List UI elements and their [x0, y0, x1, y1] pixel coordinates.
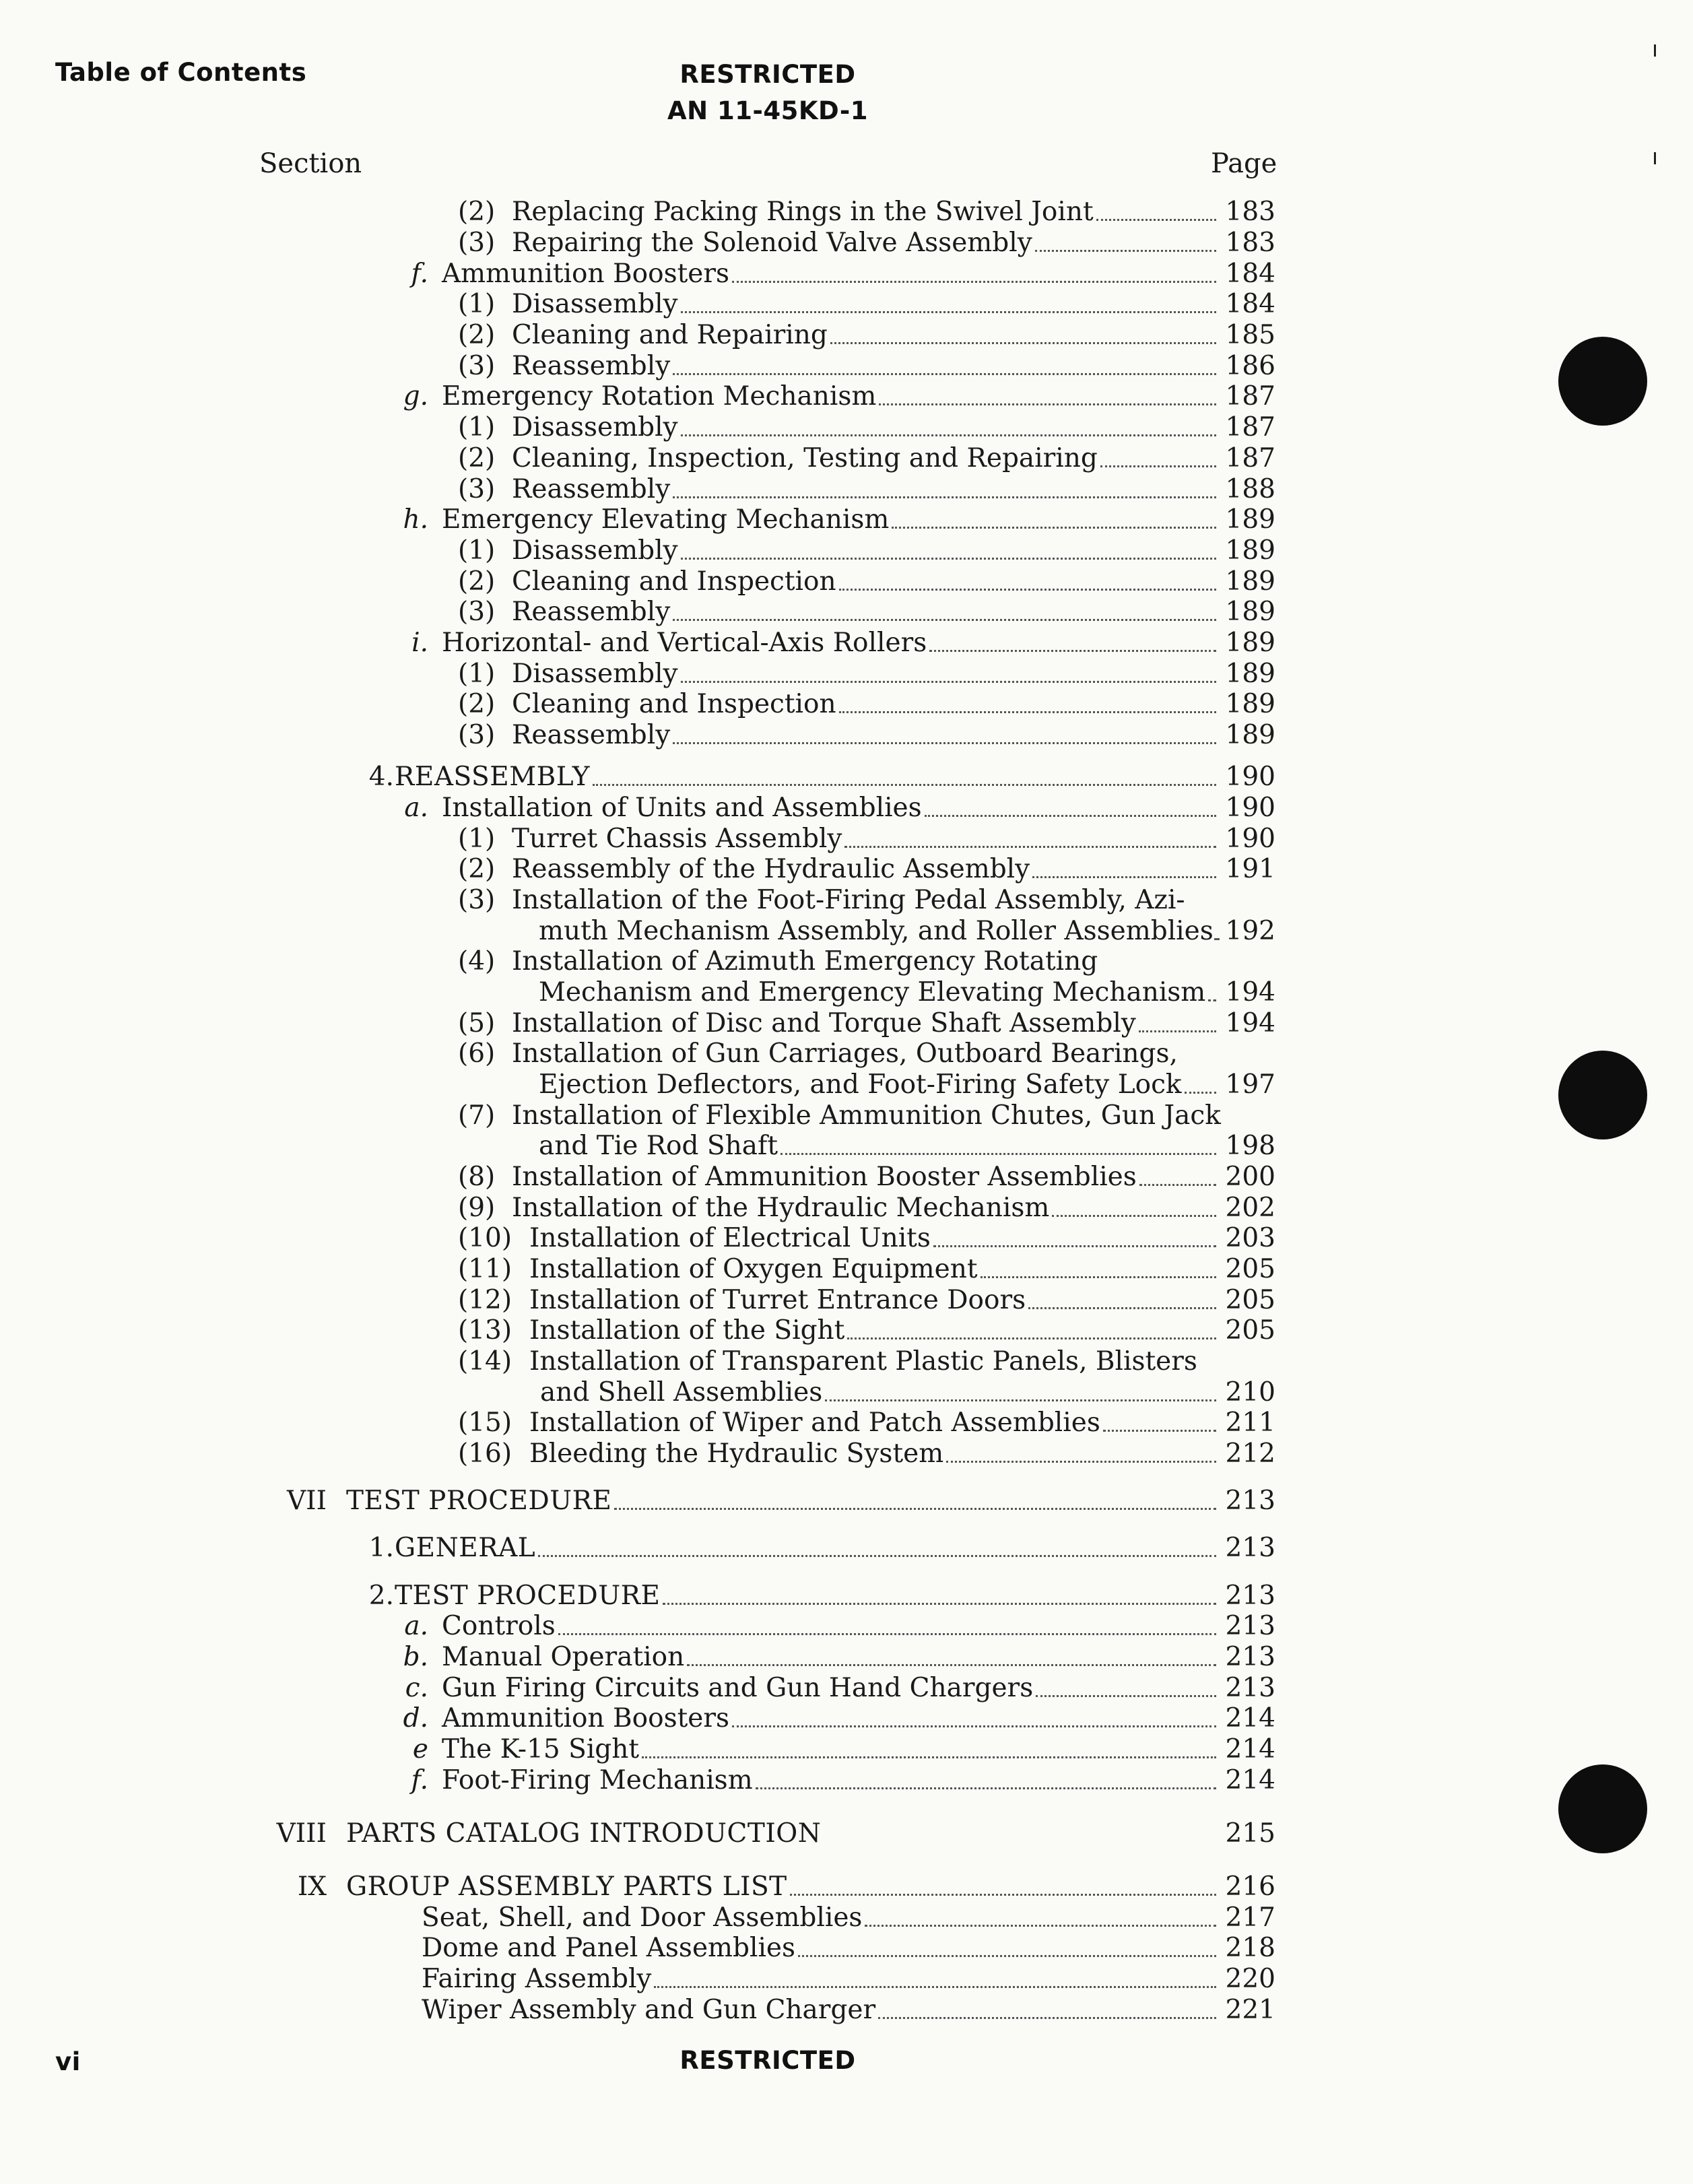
- toc-entry-page: 213: [1225, 1581, 1275, 1611]
- dot-leader: [946, 1461, 1216, 1463]
- toc-entry-page: 189: [1225, 720, 1275, 750]
- toc-entry-title: Installation of Gun Carriages, Outboard Bearings,: [512, 1038, 1178, 1069]
- toc-entry-number: (5): [458, 1008, 496, 1038]
- dot-leader: [673, 496, 1216, 498]
- toc-entry-number: VIII: [276, 1818, 327, 1849]
- toc-entry-page: 189: [1225, 659, 1275, 689]
- toc-entry-page: 213: [1225, 1533, 1275, 1563]
- toc-entry-title: Installation of Disc and Torque Shaft Assembly: [512, 1008, 1136, 1038]
- toc-entry: [0, 474, 1693, 505]
- toc-entry-page: 190: [1225, 762, 1275, 792]
- dot-leader: [879, 403, 1216, 405]
- toc-entry-title: Controls: [442, 1611, 556, 1641]
- toc-entry: [0, 946, 1693, 977]
- toc-entry: [0, 659, 1693, 690]
- toc-entry-number: (1): [458, 535, 496, 566]
- toc-entry-title: Replacing Packing Rings in the Swivel Joint: [512, 197, 1094, 227]
- dot-leader: [681, 558, 1216, 560]
- toc-entry-page: 189: [1225, 689, 1275, 719]
- toc-entry: [0, 1995, 1693, 2026]
- toc-entry: [0, 504, 1693, 535]
- toc-entry-page: 205: [1225, 1315, 1275, 1346]
- toc-entry-title: Wiper Assembly and Gun Charger: [422, 1995, 876, 2025]
- toc-entry: [0, 1581, 1693, 1612]
- toc-entry: [0, 1315, 1693, 1346]
- toc-entry-title: GENERAL: [395, 1533, 536, 1563]
- dot-leader: [781, 1153, 1216, 1155]
- toc-entry-page: 191: [1225, 854, 1275, 884]
- toc-entry: [0, 597, 1693, 628]
- toc-entry-page: 194: [1225, 1008, 1275, 1038]
- toc-entry-title: Dome and Panel Assemblies: [422, 1933, 796, 1963]
- toc-entry-title: Installation of Flexible Ammunition Chutes, Gun Jack: [512, 1100, 1221, 1131]
- toc-entry-page: 189: [1225, 566, 1275, 597]
- toc-entry: [0, 1486, 1693, 1517]
- toc-entry-page: 189: [1225, 504, 1275, 535]
- toc-entry-page: 198: [1225, 1131, 1275, 1161]
- toc-entry-title: Turret Chassis Assembly: [512, 824, 842, 854]
- toc-entry-title: TEST PROCEDURE: [346, 1486, 612, 1516]
- toc-entry-number: (3): [458, 885, 496, 915]
- toc-entry-page: 213: [1225, 1611, 1275, 1641]
- dot-leader: [614, 1508, 1216, 1510]
- dot-leader: [558, 1633, 1216, 1635]
- toc-entry-number: e: [412, 1734, 428, 1764]
- toc-entry-page: 183: [1225, 228, 1275, 258]
- toc-entry: [0, 535, 1693, 566]
- toc-entry-title: Fairing Assembly: [422, 1964, 652, 1994]
- toc-entry-title: Emergency Elevating Mechanism: [442, 504, 890, 535]
- toc-entry-title: Installation of the Hydraulic Mechanism: [512, 1193, 1050, 1223]
- toc-entry-number: (10): [458, 1223, 512, 1253]
- toc-entry-page: 185: [1225, 320, 1275, 350]
- toc-entry: [0, 197, 1693, 228]
- toc-entry: [0, 1162, 1693, 1193]
- toc-entry-title: Installation of the Sight: [529, 1315, 845, 1346]
- toc-entry-number: i.: [411, 628, 428, 658]
- toc-entry: [0, 854, 1693, 885]
- toc-entry-number: f.: [411, 1765, 428, 1795]
- toc-entry: [0, 1008, 1693, 1039]
- dot-leader: [654, 1986, 1216, 1988]
- toc-entry-number: (12): [458, 1285, 512, 1315]
- toc-entry-number: (2): [458, 689, 496, 719]
- toc-entry-title: Cleaning and Inspection: [512, 566, 836, 597]
- dot-leader: [732, 281, 1216, 283]
- toc-entry: [0, 1254, 1693, 1285]
- dot-leader: [642, 1756, 1216, 1758]
- toc-entry-title: Reassembly: [512, 597, 671, 627]
- toc-entry: [0, 1377, 1693, 1408]
- toc-entry-page: 214: [1225, 1734, 1275, 1764]
- toc-entry-page: 187: [1225, 412, 1275, 442]
- toc-entry-title: Ammunition Boosters: [442, 1703, 730, 1733]
- dot-leader: [933, 1245, 1216, 1247]
- toc-entry-number: (9): [458, 1193, 496, 1223]
- dot-leader: [1036, 1695, 1216, 1697]
- toc-entry-title: Repairing the Solenoid Valve Assembly: [512, 228, 1032, 258]
- dot-leader: [929, 650, 1216, 652]
- toc-entry: [0, 381, 1693, 412]
- toc-entry-title: Horizontal- and Vertical-Axis Rollers: [442, 628, 927, 658]
- toc-entry-number: (6): [458, 1038, 496, 1069]
- dot-leader: [1035, 250, 1216, 252]
- toc-entry-number: (2): [458, 854, 496, 884]
- toc-entry-number: f.: [411, 259, 428, 289]
- toc-entry: [0, 443, 1693, 474]
- dot-leader: [756, 1787, 1216, 1789]
- toc-entry-number: (15): [458, 1408, 512, 1438]
- toc-entry-title: Disassembly: [512, 659, 678, 689]
- toc-entry-page: 202: [1225, 1193, 1275, 1223]
- dot-leader: [687, 1664, 1216, 1666]
- toc-entry-number: VII: [287, 1486, 327, 1516]
- toc-entry-number: (3): [458, 351, 496, 381]
- dot-leader: [1103, 1430, 1216, 1432]
- dot-leader: [1139, 1184, 1216, 1186]
- toc-entry: [0, 1642, 1693, 1673]
- toc-entry-number: (2): [458, 443, 496, 473]
- toc-entry-title: Installation of Wiper and Patch Assemblies: [529, 1408, 1100, 1438]
- toc-entry-title: Installation of Ammunition Booster Assemblies: [512, 1162, 1137, 1192]
- dot-leader: [878, 2017, 1216, 2019]
- toc-entry-number: 4.: [368, 762, 394, 792]
- toc-entry: [0, 1872, 1693, 1902]
- toc-entry-title: Bleeding the Hydraulic System: [529, 1438, 944, 1469]
- toc-entry-title: TEST PROCEDURE: [395, 1581, 661, 1611]
- toc-entry-title: muth Mechanism Assembly, and Roller Assemblies: [539, 916, 1214, 946]
- dot-leader: [593, 784, 1216, 786]
- toc-entry: [0, 1734, 1693, 1765]
- toc-entry-title: The K-15 Sight: [442, 1734, 640, 1764]
- toc-entry-number: (3): [458, 597, 496, 627]
- toc-entry-title: Reassembly: [512, 351, 671, 381]
- dot-leader: [790, 1894, 1216, 1896]
- toc-entry-number: (16): [458, 1438, 512, 1469]
- toc-entry: [0, 1346, 1693, 1377]
- toc-entry: [0, 1069, 1693, 1100]
- toc-entry-number: a.: [404, 1611, 428, 1641]
- dot-leader: [839, 711, 1216, 713]
- toc-entry-page: 213: [1225, 1673, 1275, 1703]
- binder-hole-top: [1558, 337, 1647, 426]
- toc-entry-page: 214: [1225, 1765, 1275, 1795]
- toc-entry-page: 212: [1225, 1438, 1275, 1469]
- toc-entry-number: (2): [458, 566, 496, 597]
- margin-mark: [1654, 152, 1656, 164]
- toc-entry-title: GROUP ASSEMBLY PARTS LIST: [346, 1872, 787, 1902]
- toc-entry-number: (3): [458, 228, 496, 258]
- dot-leader: [839, 589, 1216, 591]
- toc-entry-page: 192: [1225, 916, 1275, 946]
- toc-entry-page: 211: [1225, 1408, 1275, 1438]
- toc-entry-page: 205: [1225, 1254, 1275, 1284]
- page-number: vi: [55, 2047, 81, 2076]
- toc-entry-title: Reassembly: [512, 720, 671, 750]
- dot-leader: [1100, 465, 1216, 467]
- toc-entry-title: Installation of Transparent Plastic Panels, Blisters: [529, 1346, 1197, 1377]
- dot-leader: [1096, 219, 1216, 221]
- toc-entry-title: PARTS CATALOG INTRODUCTION: [346, 1818, 822, 1849]
- dot-leader: [825, 1399, 1216, 1401]
- margin-mark: [1654, 44, 1656, 57]
- toc-entry-title: Seat, Shell, and Door Assemblies: [422, 1902, 863, 1933]
- toc-entry: [0, 824, 1693, 855]
- document-number: AN 11-45KD-1: [667, 96, 868, 125]
- toc-entry-number: (1): [458, 659, 496, 689]
- toc-entry-page: 184: [1225, 259, 1275, 289]
- toc-entry: [0, 1765, 1693, 1796]
- restricted-marking: RESTRICTED: [679, 60, 856, 89]
- toc-entry: [0, 885, 1693, 916]
- toc-entry-title: Cleaning, Inspection, Testing and Repairing: [512, 443, 1098, 473]
- toc-entry-title: Emergency Rotation Mechanism: [442, 381, 877, 411]
- dot-leader: [1028, 1307, 1216, 1309]
- dot-leader: [892, 527, 1216, 529]
- toc-entry: [0, 1818, 1693, 1849]
- dot-leader: [1185, 1092, 1216, 1094]
- dot-leader: [981, 1276, 1216, 1278]
- toc-entry-page: 217: [1225, 1902, 1275, 1933]
- toc-entry: [0, 1408, 1693, 1438]
- dot-leader: [844, 846, 1216, 848]
- dot-leader: [1032, 876, 1216, 878]
- footer-restricted-marking: RESTRICTED: [679, 2046, 856, 2075]
- dot-leader: [673, 619, 1216, 621]
- toc-entry-page: 216: [1225, 1872, 1275, 1902]
- binder-hole-middle: [1558, 1051, 1647, 1139]
- toc-entry-title: REASSEMBLY: [395, 762, 590, 792]
- toc-entry: [0, 1131, 1693, 1162]
- toc-entry-number: (14): [458, 1346, 512, 1377]
- toc-entry-title: Mechanism and Emergency Elevating Mechanism: [539, 977, 1206, 1007]
- toc-entry: [0, 1933, 1693, 1964]
- toc-entry-number: h.: [403, 504, 428, 535]
- toc-entry: [0, 566, 1693, 597]
- binder-hole-bottom: [1558, 1764, 1647, 1853]
- toc-entry: [0, 1533, 1693, 1564]
- toc-entry-number: (13): [458, 1315, 512, 1346]
- toc-entry-title: Installation of Electrical Units: [529, 1223, 931, 1253]
- toc-entry-number: IX: [297, 1872, 327, 1902]
- toc-entry-title: Disassembly: [512, 289, 678, 319]
- toc-entry-title: Installation of Turret Entrance Doors: [529, 1285, 1026, 1315]
- toc-entry: [0, 628, 1693, 659]
- toc-entry-number: 1.: [368, 1533, 394, 1563]
- toc-entry-number: a.: [404, 793, 428, 823]
- dot-leader: [830, 342, 1216, 344]
- toc-entry-title: Installation of Azimuth Emergency Rotating: [512, 946, 1098, 977]
- toc-entry: [0, 720, 1693, 751]
- toc-entry-page: 221: [1225, 1995, 1275, 2025]
- toc-entry-page: 184: [1225, 289, 1275, 319]
- toc-entry: [0, 762, 1693, 793]
- toc-entry-page: 190: [1225, 793, 1275, 823]
- toc-entry-number: d.: [403, 1703, 428, 1733]
- toc-entry-page: 197: [1225, 1069, 1275, 1100]
- toc-entry-title: Disassembly: [512, 535, 678, 566]
- dot-leader: [681, 681, 1216, 683]
- toc-entry-page: 186: [1225, 351, 1275, 381]
- toc-entry-number: (3): [458, 720, 496, 750]
- toc-entry-title: Cleaning and Inspection: [512, 689, 836, 719]
- toc-entry: [0, 1100, 1693, 1131]
- toc-entry: [0, 916, 1693, 947]
- toc-entry-page: 210: [1225, 1377, 1275, 1408]
- dot-leader: [673, 742, 1216, 744]
- toc-entry-page: 215: [1225, 1818, 1275, 1849]
- toc-entry: [0, 1964, 1693, 1995]
- toc-entry-page: 203: [1225, 1223, 1275, 1253]
- dot-leader: [925, 815, 1216, 817]
- toc-entry-title: Gun Firing Circuits and Gun Hand Chargers: [442, 1673, 1034, 1703]
- toc-entry: [0, 1438, 1693, 1469]
- toc-entry-page: 220: [1225, 1964, 1275, 1994]
- dot-leader: [663, 1603, 1216, 1605]
- dot-leader: [1139, 1030, 1216, 1032]
- toc-entry: [0, 977, 1693, 1008]
- toc-entry: [0, 351, 1693, 382]
- toc-entry: [0, 1285, 1693, 1316]
- toc-entry: [0, 793, 1693, 824]
- toc-entry-title: Ejection Deflectors, and Foot-Firing Safety Lock: [539, 1069, 1182, 1100]
- header-section-label: Table of Contents: [55, 58, 307, 87]
- toc-entry-number: (2): [458, 197, 496, 227]
- toc-entry-page: 218: [1225, 1933, 1275, 1963]
- toc-entry-page: 187: [1225, 381, 1275, 411]
- toc-entry-title: Installation of Units and Assemblies: [442, 793, 922, 823]
- toc-entry-title: Ammunition Boosters: [442, 259, 730, 289]
- toc-entry-title: Disassembly: [512, 412, 678, 442]
- toc-entry-number: (11): [458, 1254, 512, 1284]
- toc-entry: [0, 689, 1693, 720]
- toc-entry: [0, 1703, 1693, 1734]
- toc-entry: [0, 1673, 1693, 1704]
- toc-entry-page: 188: [1225, 474, 1275, 504]
- dot-leader: [673, 373, 1216, 375]
- toc-entry-page: 183: [1225, 197, 1275, 227]
- column-heading-page: Page: [1211, 148, 1277, 179]
- dot-leader: [538, 1555, 1216, 1557]
- toc-entry-number: b.: [403, 1642, 428, 1672]
- toc-entry-number: (8): [458, 1162, 496, 1192]
- toc-entry: [0, 1038, 1693, 1069]
- toc-entry-page: 190: [1225, 824, 1275, 854]
- dot-leader: [681, 311, 1216, 313]
- toc-entry-number: g.: [403, 381, 428, 411]
- toc-entry-number: (7): [458, 1100, 496, 1131]
- toc-entry-title: Manual Operation: [442, 1642, 685, 1672]
- toc-entry-title: Cleaning and Repairing: [512, 320, 828, 350]
- toc-entry-title: Reassembly: [512, 474, 671, 504]
- toc-entry-page: 200: [1225, 1162, 1275, 1192]
- dot-leader: [1052, 1215, 1216, 1217]
- toc-entry: [0, 1223, 1693, 1254]
- toc-entry-title: Installation of the Foot-Firing Pedal Assembly, Azi-: [512, 885, 1185, 915]
- toc-entry-page: 187: [1225, 443, 1275, 473]
- toc-entry-title: and Shell Assemblies: [540, 1377, 823, 1408]
- toc-entry-page: 213: [1225, 1486, 1275, 1516]
- toc-entry-page: 189: [1225, 535, 1275, 566]
- toc-entry: [0, 228, 1693, 259]
- dot-leader: [681, 434, 1216, 436]
- toc-entry: [0, 412, 1693, 443]
- toc-entry: [0, 259, 1693, 290]
- toc-entry-number: (4): [458, 946, 496, 977]
- toc-entry-number: 2.: [368, 1581, 394, 1611]
- toc-entry-page: 214: [1225, 1703, 1275, 1733]
- toc-entry: [0, 1611, 1693, 1642]
- toc-entry: [0, 1193, 1693, 1224]
- toc-entry-page: 189: [1225, 628, 1275, 658]
- toc-entry-page: 213: [1225, 1642, 1275, 1672]
- toc-entry-page: 194: [1225, 977, 1275, 1007]
- toc-entry: [0, 320, 1693, 351]
- toc-entry-page: 205: [1225, 1285, 1275, 1315]
- toc-entry-title: Installation of Oxygen Equipment: [529, 1254, 978, 1284]
- toc-entry-title: Reassembly of the Hydraulic Assembly: [512, 854, 1030, 884]
- toc-entry: [0, 1902, 1693, 1933]
- toc-entry-number: (1): [458, 289, 496, 319]
- toc-entry-number: (1): [458, 824, 496, 854]
- dot-leader: [798, 1955, 1216, 1957]
- toc-entry-number: (2): [458, 320, 496, 350]
- column-heading-section: Section: [259, 148, 362, 179]
- toc-entry-title: and Tie Rod Shaft: [539, 1131, 778, 1161]
- toc-entry-number: (1): [458, 412, 496, 442]
- toc-entry: [0, 289, 1693, 320]
- dot-leader: [847, 1337, 1216, 1339]
- toc-entry-page: 189: [1225, 597, 1275, 627]
- toc-entry-title: Foot-Firing Mechanism: [442, 1765, 753, 1795]
- toc-entry-number: c.: [405, 1673, 428, 1703]
- dot-leader: [865, 1925, 1216, 1927]
- dot-leader: [732, 1725, 1216, 1727]
- dot-leader: [1208, 999, 1216, 1001]
- toc-entry-number: (3): [458, 474, 496, 504]
